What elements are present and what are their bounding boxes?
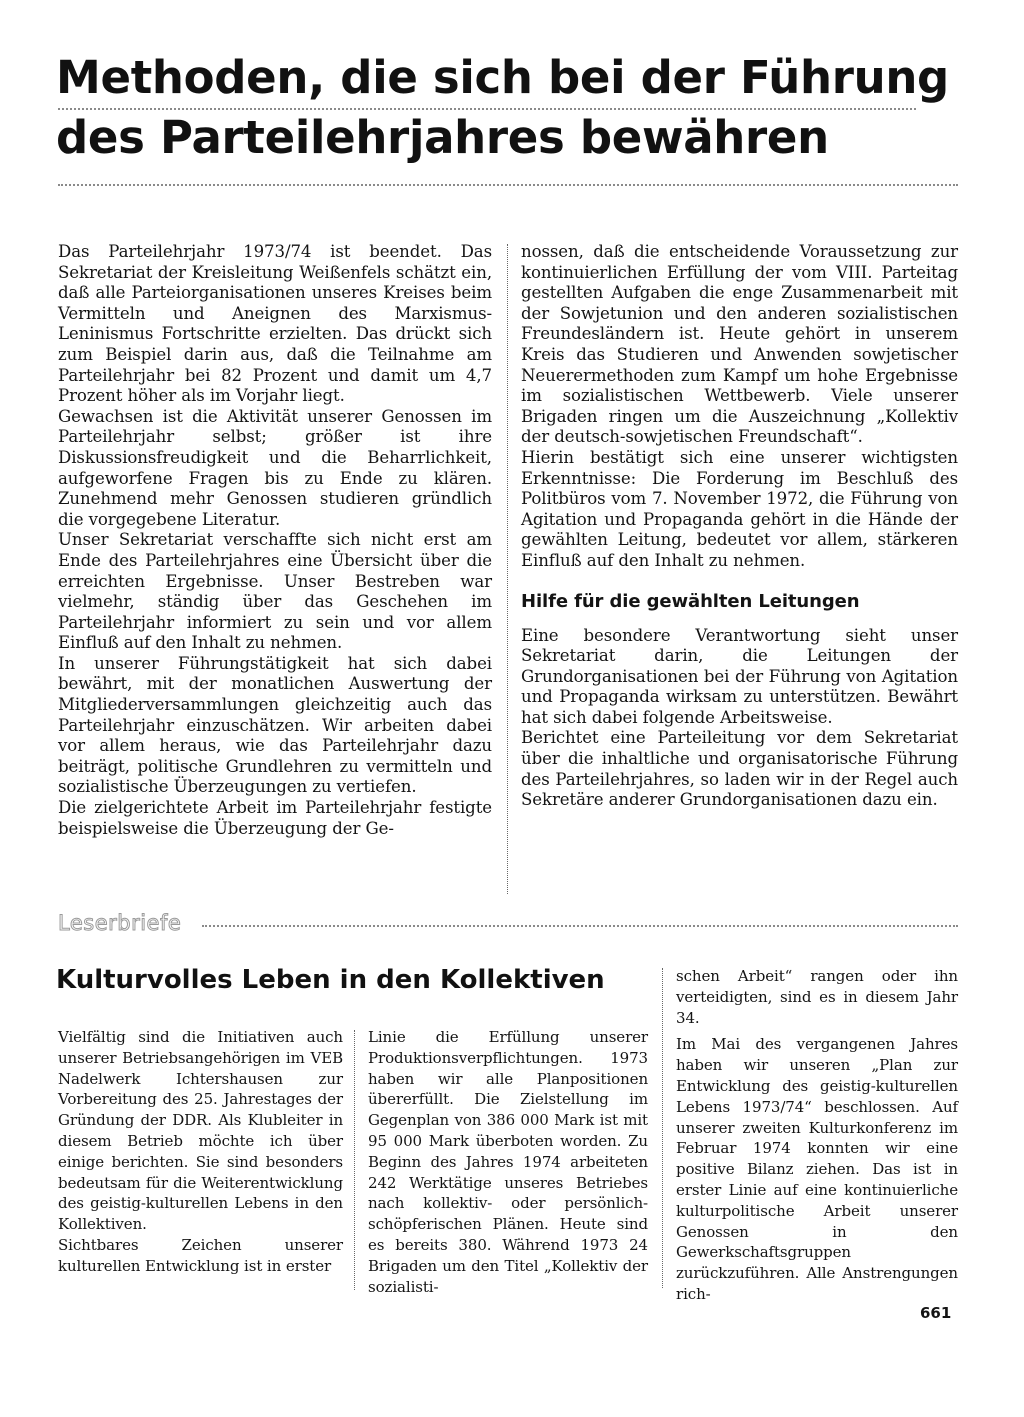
letter-column-3 — [676, 966, 958, 1305]
paragraph: nossen, daß die entscheidende Voraussetzung zur kontinuierlichen Erfüllung der vom VIII. Parteitag gestellten Aufgaben die enge Zusammenarbeit mit der Sowjetunion und den anderen sozialistischen Freundesländern ist. Heute gehört in unserem Kreis das Studieren und Anwenden sowjetischer Neuerermethoden zum Kampf um hohe Ergebnisse im sozialistischen Wettbewerb. Viele unserer Brigaden ringen um die Auszeichnung „Kollektiv der deutsch-sowjetischen Freundschaft“. — [521, 242, 958, 447]
letter-column-2 — [368, 1027, 648, 1297]
paragraph: Im Mai des vergangenen Jahres haben wir unseren „Plan zur Entwicklung des geistig-kulturellen Lebens 1973/74“ beschlossen. Auf unserer zweiten Kulturkonferenz im Februar 1974 konnten wir eine positive Bilanz ziehen. Das ist in erster Linie auf eine kontinuierliche kulturpolitische Arbeit unserer Genossen in den Gewerkschaftsgruppen zurückzuführen. Alle Anstrengungen rich- — [676, 1035, 958, 1303]
letter-title: Kulturvolles Leben in den Kollektiven — [56, 965, 605, 995]
paragraph: Gewachsen ist die Aktivität unserer Genossen im Parteilehrjahr selbst; größer ist ihre Diskussionsfreudigkeit und die Beharrlichkeit, aufgeworfene Fragen bis zu Ende zu klären. Zunehmend mehr Genossen studieren gründlich die vorgegebene Literatur. — [58, 406, 492, 529]
paragraph: Das Parteilehrjahr 1973/74 ist beendet. Das Sekretariat der Kreisleitung Weißenfels schätzt ein, daß alle Parteiorganisationen unseres Kreises beim Vermitteln und Aneignen des Marxismus-Leninismus Fortschritte erzielten. Das drückt sich zum Beispiel darin aus, daß die Teilnahme am Parteilehrjahr bei 82 Prozent und damit um 4,7 Prozent höher als im Vorjahr liegt. — [58, 242, 492, 406]
column-divider — [354, 1030, 355, 1290]
section-label: Leserbriefe — [58, 911, 182, 935]
column-divider — [507, 244, 508, 894]
paragraph: Hierin bestätigt sich eine unserer wichtigsten Erkenntnisse: Die Forderung im Beschluß des Politbüros vom 7. November 1972, die Führung von Agitation und Propaganda gehört in die Hände der gewählten Leitung, bedeutet vor allem, stärkeren Einfluß auf den Inhalt zu nehmen. — [521, 447, 958, 570]
subheading: Hilfe für die gewählten Leitungen — [521, 590, 860, 612]
title-rule-1 — [58, 108, 916, 110]
paragraph: Unser Sekretariat verschaffte sich nicht erst am Ende des Parteilehrjahres eine Übersicht über die erreichten Ergebnisse. Unser Bestreben war vielmehr, ständig über das Geschehen im Parteilehrjahr informiert zu sein und vor allem Einfluß auf den Inhalt zu nehmen. — [58, 530, 492, 653]
paragraph: In unserer Führungstätigkeit hat sich dabei bewährt, mit der monatlichen Auswertung der Mitgliederversammlungen gleichzeitig auch das Parteilehrjahr einzuschätzen. Wir arbeiten dabei vor allem heraus, wie das Parteilehrjahr dazu beiträgt, politische Grundlehren zu vermitteln und sozialistische Überzeugungen zu vertiefen. — [58, 653, 492, 797]
column-divider — [662, 968, 663, 1288]
paragraph: Vielfältig sind die Initiativen auch unserer Betriebsangehörigen im VEB Nadelwerk Ichtershausen zur Vorbereitung des 25. Jahrestages der Gründung der DDR. Als Klubleiter in diesem Betrieb möchte ich über einige berichten. Sie sind besonders bedeutsam für die Weiterentwicklung des geistig-kulturellen Lebens in den Kollektiven. — [58, 1028, 343, 1234]
section-rule — [202, 925, 958, 927]
paragraph: Berichtet eine Parteileitung vor dem Sekretariat über die inhaltliche und organisatorische Führung des Parteilehrjahres, so laden wir in der Regel auch Sekretäre anderer Grundorganisationen dazu ein. — [521, 728, 958, 810]
paragraph: schen Arbeit“ rangen oder ihn verteidigten, sind es in diesem Jahr 34. — [676, 967, 958, 1027]
page-number: 661 — [920, 1304, 952, 1322]
paragraph: Eine besondere Verantwortung sieht unser Sekretariat darin, die Leitungen der Grundorganisationen bei der Führung von Agitation und Propaganda wirksam zu unterstützen. Bewährt hat sich dabei folgende Arbeitsweise. — [521, 625, 958, 727]
paragraph: Linie die Erfüllung unserer Produktionsverpflichtungen. 1973 haben wir alle Planpositionen übererfüllt. Die Zielstellung im Gegenplan von 386 000 Mark ist mit 95 000 Mark überboten worden. Zu Beginn des Jahres 1974 arbeiteten 242 Werktätige unseres Betriebes nach kollektiv- oder persönlich-schöpferischen Plänen. Heute sind es bereits 380. Während 1973 24 Brigaden um den Titel „Kollektiv der sozialisti- — [368, 1028, 648, 1296]
title-rule-2 — [58, 184, 958, 186]
paragraph: Sichtbares Zeichen unserer kulturellen Entwicklung ist in erster — [58, 1235, 343, 1275]
letter-column-1 — [58, 1027, 343, 1277]
paragraph: Die zielgerichtete Arbeit im Parteilehrjahr festigte beispielsweise die Überzeugung der Ge- — [58, 798, 492, 838]
article-column-1 — [58, 242, 492, 839]
article-column-2 — [521, 242, 958, 811]
article-title: Methoden, die sich bei der Führung des Parteilehrjahres bewähren — [56, 51, 949, 164]
